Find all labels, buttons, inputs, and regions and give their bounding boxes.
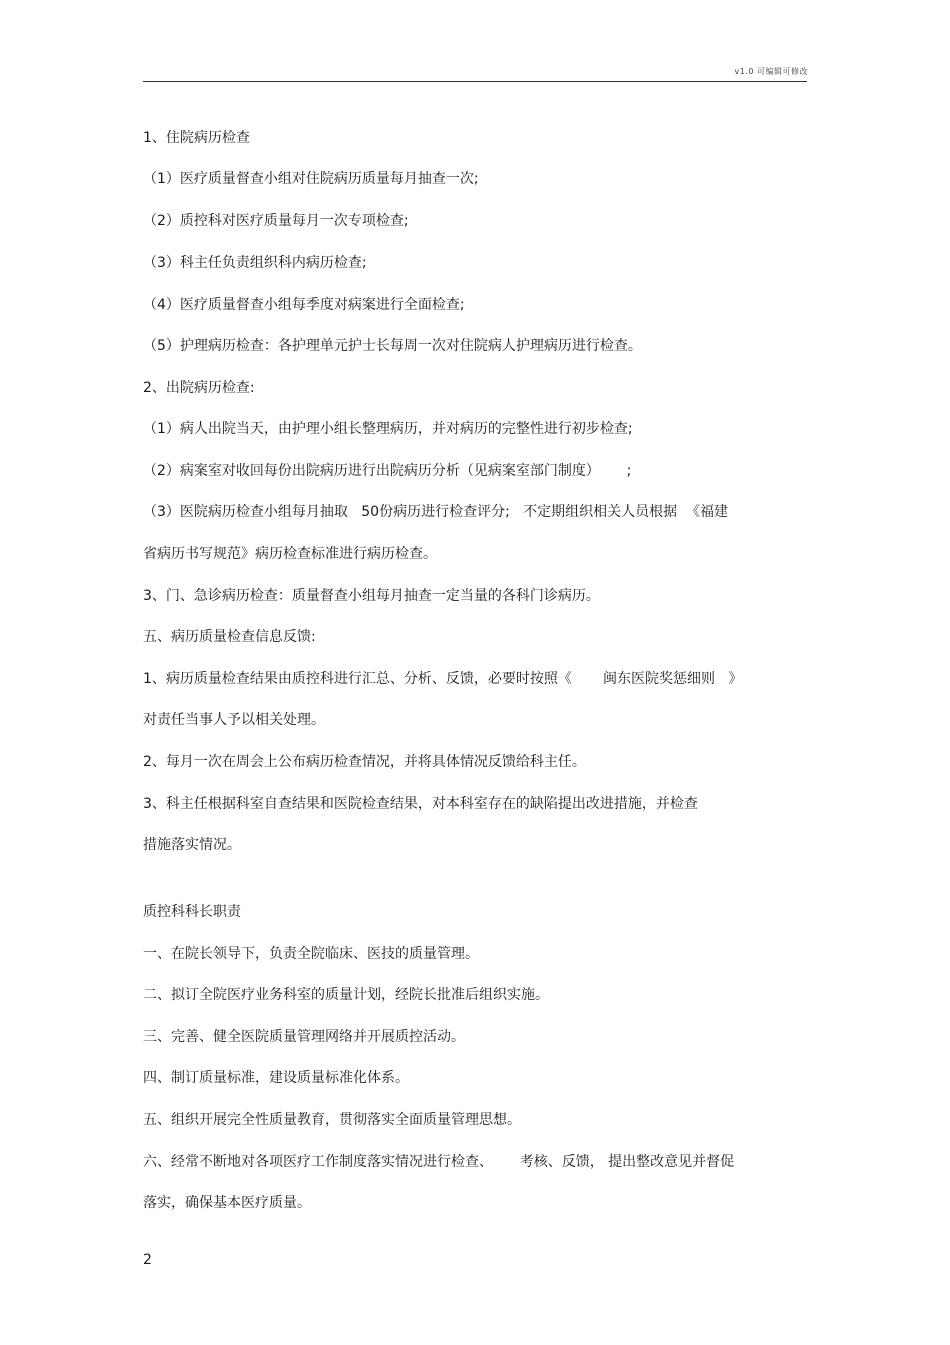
list-item: （2）质控科对医疗质量每月一次专项检查; bbox=[143, 213, 409, 229]
list-item: （3）医院病历检查小组每月抽取 50份病历进行检查评分; 不定期组织相关人员根据 《福建 bbox=[143, 504, 729, 520]
section-title: 质控科科长职责 bbox=[143, 904, 241, 920]
list-item: （1）医疗质量督查小组对住院病历质量每月抽查一次; bbox=[143, 171, 479, 187]
duty-item: 三、完善、健全医院质量管理网络并开展质控活动。 bbox=[143, 1029, 465, 1045]
section-heading: 3、门、急诊病历检查：质量督查小组每月抽查一定当量的各科门诊病历。 bbox=[143, 588, 600, 604]
duty-item: 二、拟订全院医疗业务科室的质量计划，经院长批准后组织实施。 bbox=[143, 987, 549, 1003]
duty-item: 四、制订质量标准，建设质量标准化体系。 bbox=[143, 1070, 409, 1086]
list-item: （4）医疗质量督查小组每季度对病案进行全面检查; bbox=[143, 297, 465, 313]
list-item: 1、病历质量检查结果由质控科进行汇总、分析、反馈，必要时按照《 闽东医院奖惩细则 》 bbox=[143, 671, 743, 687]
list-item: 2、每月一次在周会上公布病历检查情况，并将具体情况反馈给科主任。 bbox=[143, 754, 586, 770]
header-rule bbox=[143, 81, 807, 82]
section-heading: 1、住院病历检查 bbox=[143, 130, 250, 146]
paragraph-line: 省病历书写规范》病历检查标准进行病历检查。 bbox=[143, 546, 437, 562]
list-item: （3）科主任负责组织科内病历检查; bbox=[143, 255, 367, 271]
duty-item: 六、经常不断地对各项医疗工作制度落实情况进行检查、 考核、反馈， 提出整改意见并督促 bbox=[143, 1154, 735, 1170]
list-item: （5）护理病历检查：各护理单元护士长每周一次对住院病人护理病历进行检查。 bbox=[143, 338, 642, 354]
section-heading: 五、病历质量检查信息反馈: bbox=[143, 629, 316, 645]
section-heading: 2、出院病历检查: bbox=[143, 380, 255, 396]
list-item: （2）病案室对收回每份出院病历进行出院病历分析（见病案室部门制度） ; bbox=[143, 463, 632, 479]
duty-item: 五、组织开展完全性质量教育，贯彻落实全面质量管理思想。 bbox=[143, 1112, 521, 1128]
paragraph-line: 措施落实情况。 bbox=[143, 837, 241, 853]
duty-item: 一、在院长领导下，负责全院临床、医技的质量管理。 bbox=[143, 946, 479, 962]
page-number: 2 bbox=[143, 1252, 152, 1268]
list-item: （1）病人出院当天，由护理小组长整理病历，并对病历的完整性进行初步检查; bbox=[143, 421, 633, 437]
list-item: 3、科主任根据科室自查结果和医院检查结果，对本科室存在的缺陷提出改进措施，并检查 bbox=[143, 796, 698, 812]
paragraph-line: 落实，确保基本医疗质量。 bbox=[143, 1195, 311, 1211]
header-note: v1.0 可编辑可修改 bbox=[734, 67, 808, 76]
paragraph-line: 对责任当事人予以相关处理。 bbox=[143, 712, 325, 728]
